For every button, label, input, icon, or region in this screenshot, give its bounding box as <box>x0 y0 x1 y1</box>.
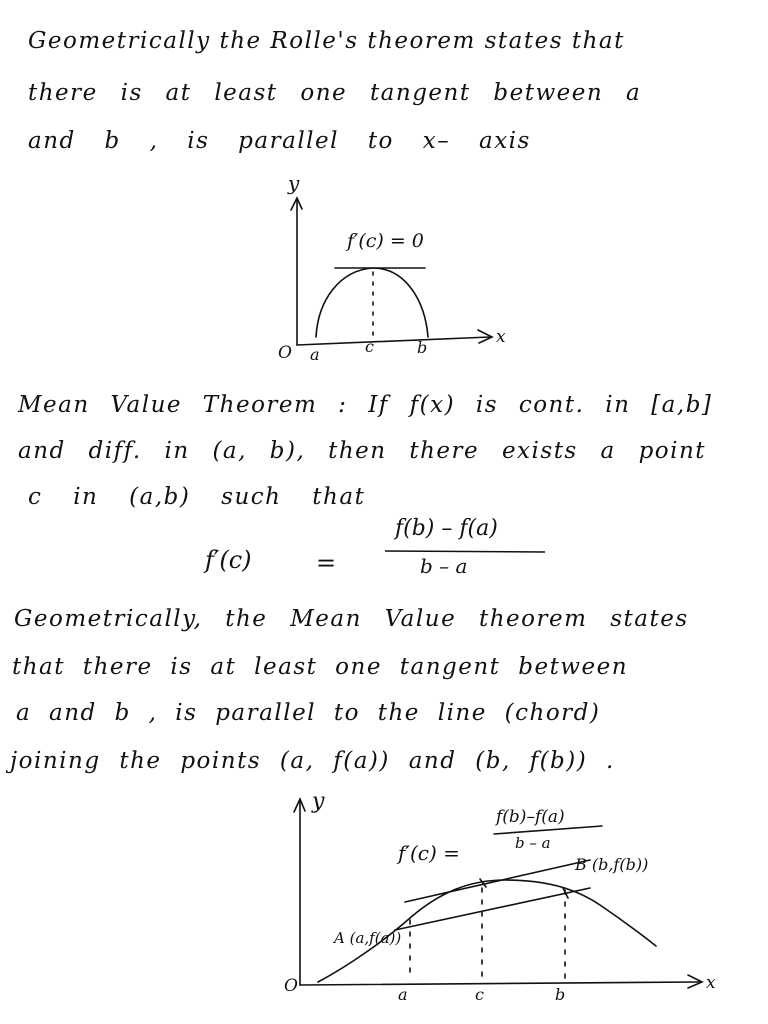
mvt-line-3: c in (a,b) such that <box>28 484 366 510</box>
mvt-formula-numerator: f(b) – f(a) <box>395 516 498 541</box>
mvt-tangent-fraction-bar <box>494 826 602 834</box>
rolle-a-label: a <box>310 345 320 364</box>
mvt-formula-lhs: f′(c) <box>205 546 252 574</box>
mvt-geo-line-1: Geometrically, the Mean Value theorem states <box>14 606 689 632</box>
mvt-c-label: c <box>475 985 484 1004</box>
mvt-b-tick <box>563 888 568 898</box>
mvt-geo-line-3: a and b , is parallel to the line (chord) <box>16 700 601 726</box>
rolle-line-2: there is at least one tangent between a <box>28 80 642 106</box>
mvt-geo-line-2: that there is at least one tangent between <box>12 654 629 680</box>
mvt-formula-eq: = <box>316 549 337 577</box>
rolle-x-axis <box>297 337 490 345</box>
rolle-b-label: b <box>417 338 428 357</box>
mvt-y-arrow <box>294 799 305 812</box>
mvt-x-axis <box>300 982 700 985</box>
mvt-line-1: Mean Value Theorem : If f(x) is cont. in [a,b] <box>18 392 713 418</box>
mvt-x-label: x <box>706 973 716 993</box>
mvt-tangent-den: b – a <box>515 834 551 852</box>
mvt-b-label: b <box>555 985 566 1004</box>
rolle-tangent-label: f′(c) = 0 <box>347 230 424 252</box>
mvt-point-a-label: A (a,f(a)) <box>334 929 402 947</box>
mvt-origin: O <box>284 976 298 996</box>
rolle-x-arrow <box>478 330 492 343</box>
rolle-x-label: x <box>496 327 506 347</box>
mvt-tangent-lhs: f′(c) = <box>398 841 460 865</box>
mvt-y-label: y <box>312 789 325 814</box>
rolle-y-label: y <box>288 171 300 195</box>
mvt-point-b-label: B (b,f(b)) <box>575 855 649 874</box>
mvt-curve <box>318 880 656 982</box>
mvt-formula-denominator: b – a <box>420 554 468 578</box>
mvt-chord <box>395 888 590 930</box>
rolle-line-3: and b , is parallel to x– axis <box>28 128 531 154</box>
mvt-tangent-num: f(b)–f(a) <box>496 807 565 827</box>
mvt-a-label: a <box>398 985 408 1004</box>
rolle-line-1: Geometrically the Rolle's theorem states that <box>28 28 625 54</box>
mvt-tangent <box>405 860 590 902</box>
mvt-x-arrow <box>688 975 702 988</box>
mvt-line-2: and diff. in (a, b), then there exists a point <box>18 438 707 464</box>
mvt-tangent-tick <box>480 879 486 887</box>
rolle-c-label: c <box>365 337 374 356</box>
rolle-origin: O <box>278 343 292 363</box>
rolle-curve <box>316 268 428 337</box>
mvt-geo-line-4: joining the points (a, f(a)) and (b, f(b)) . <box>10 748 615 774</box>
rolle-y-arrow <box>291 198 302 210</box>
